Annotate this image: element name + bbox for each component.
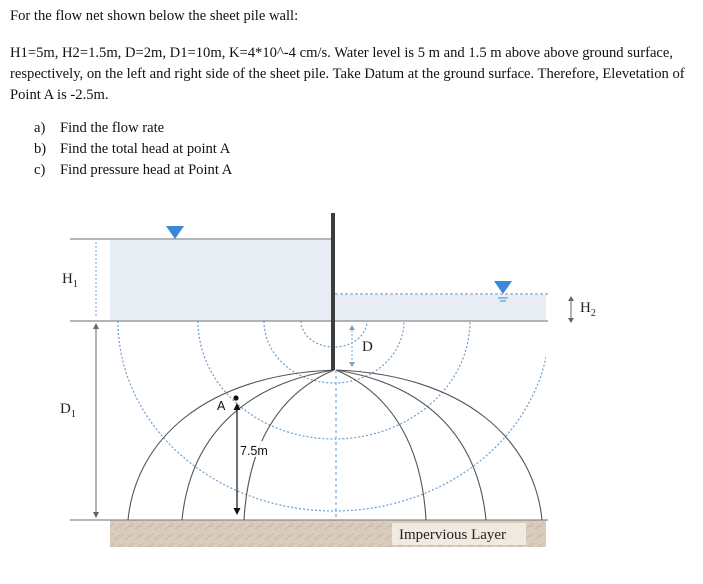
dimension-7-5m: [234, 403, 241, 515]
equipotential-lines: [128, 370, 542, 520]
equipotential-line-5: [336, 370, 486, 520]
dimension-7-5m-label: 7.5m: [240, 444, 268, 458]
question-c-text: Find pressure head at Point A: [60, 162, 233, 178]
impervious-layer-label: Impervious Layer: [399, 527, 507, 543]
problem-given: H1=5m, H2=1.5m, D=2m, D1=10m, K=4*10^-4 cm/s. Water level is 5 m and 1.5 m above above ground surface, respectively, on the left and right side of the sheet pile. Take Datum at the ground surface. Therefore, Elevetation of Point A is -2.5m.: [10, 45, 685, 103]
problem-intro: For the flow net shown below the sheet pile wall:: [10, 8, 299, 24]
point-a-marker: [233, 395, 238, 400]
h2-label: $H_2$: [580, 300, 596, 319]
question-c-label: c): [34, 162, 46, 178]
equipotential-line-6: [336, 370, 542, 520]
left-water-body: [110, 240, 332, 321]
d1-label: $D_1$: [60, 401, 76, 420]
question-a-label: a): [34, 120, 46, 136]
h2-dimension: [568, 296, 574, 323]
point-a-label: A: [217, 399, 226, 413]
left-water-level-marker: [166, 226, 184, 239]
d-dimension: [349, 325, 355, 367]
right-water-body: [335, 295, 546, 321]
d1-dimension: [93, 323, 99, 518]
equipotential-line-1: [128, 370, 334, 520]
d-label: D: [362, 339, 373, 355]
h1-label: $H_1$: [62, 271, 78, 290]
question-b-text: Find the total head at point A: [60, 141, 231, 157]
sheet-pile: [331, 213, 335, 370]
equipotential-line-4: [336, 370, 426, 520]
question-b-label: b): [34, 141, 47, 157]
question-a-text: Find the flow rate: [60, 120, 165, 136]
right-water-level-marker: [494, 281, 512, 294]
